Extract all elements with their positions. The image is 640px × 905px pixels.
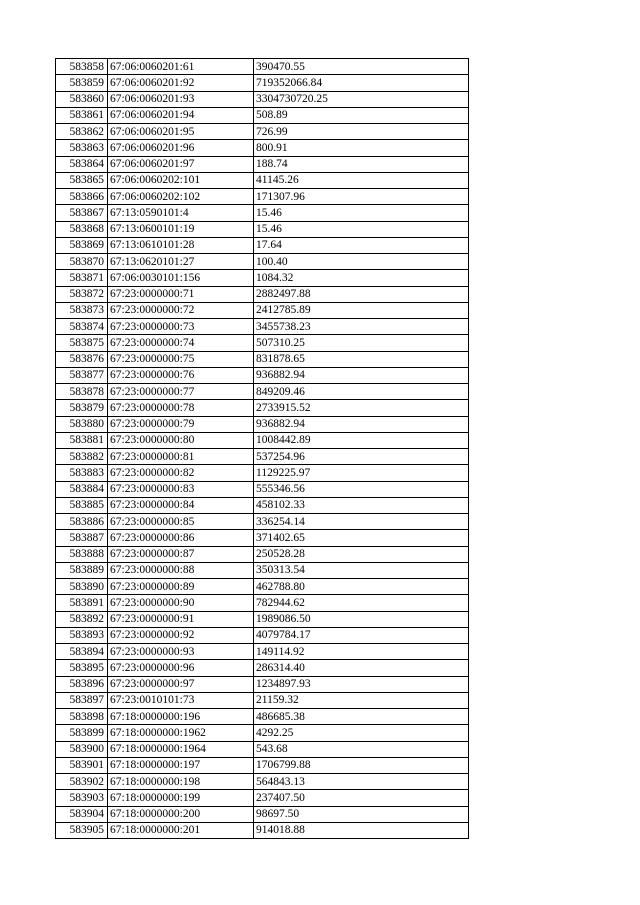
value-cell: 800.91 xyxy=(254,140,469,156)
cadastral-number-cell: 67:06:0060202:102 xyxy=(108,189,254,205)
table-row xyxy=(56,335,469,351)
value-cell: 507310.25 xyxy=(254,335,469,351)
table-row xyxy=(56,790,469,806)
cadastral-number-cell: 67:18:0000000:197 xyxy=(108,757,254,773)
table-row xyxy=(56,172,469,188)
cadastral-value-table xyxy=(55,58,469,839)
row-number-cell: 583905 xyxy=(56,822,108,838)
table-row xyxy=(56,319,469,335)
row-number-cell: 583891 xyxy=(56,595,108,611)
cadastral-number-cell: 67:13:0590101:4 xyxy=(108,205,254,221)
value-cell: 462788.80 xyxy=(254,579,469,595)
table-row xyxy=(56,627,469,643)
cadastral-number-cell: 67:06:0060201:93 xyxy=(108,91,254,107)
row-number-cell: 583865 xyxy=(56,172,108,188)
table-row xyxy=(56,416,469,432)
value-cell: 1129225.97 xyxy=(254,465,469,481)
row-number-cell: 583862 xyxy=(56,124,108,140)
cadastral-number-cell: 67:06:0060202:101 xyxy=(108,172,254,188)
value-cell: 2882497.88 xyxy=(254,286,469,302)
cadastral-number-cell: 67:23:0000000:73 xyxy=(108,319,254,335)
value-cell: 914018.88 xyxy=(254,822,469,838)
cadastral-number-cell: 67:23:0000000:97 xyxy=(108,676,254,692)
value-cell: 15.46 xyxy=(254,221,469,237)
table-row xyxy=(56,189,469,205)
table-row xyxy=(56,579,469,595)
cadastral-number-cell: 67:06:0060201:61 xyxy=(108,59,254,75)
table-row xyxy=(56,465,469,481)
value-cell: 17.64 xyxy=(254,237,469,253)
row-number-cell: 583900 xyxy=(56,741,108,757)
value-cell: 98697.50 xyxy=(254,806,469,822)
row-number-cell: 583881 xyxy=(56,432,108,448)
row-number-cell: 583901 xyxy=(56,757,108,773)
row-number-cell: 583874 xyxy=(56,319,108,335)
row-number-cell: 583895 xyxy=(56,660,108,676)
value-cell: 1234897.93 xyxy=(254,676,469,692)
row-number-cell: 583889 xyxy=(56,562,108,578)
table-row xyxy=(56,351,469,367)
cadastral-number-cell: 67:23:0000000:85 xyxy=(108,514,254,530)
table-row xyxy=(56,806,469,822)
table-row xyxy=(56,75,469,91)
cadastral-number-cell: 67:18:0000000:201 xyxy=(108,822,254,838)
value-cell: 564843.13 xyxy=(254,774,469,790)
value-cell: 458102.33 xyxy=(254,497,469,513)
value-cell: 250528.28 xyxy=(254,546,469,562)
cadastral-number-cell: 67:23:0000000:78 xyxy=(108,400,254,416)
cadastral-number-cell: 67:23:0000000:87 xyxy=(108,546,254,562)
table-row xyxy=(56,140,469,156)
table-row xyxy=(56,400,469,416)
value-cell: 149114.92 xyxy=(254,644,469,660)
table-row xyxy=(56,432,469,448)
cadastral-number-cell: 67:13:0610101:28 xyxy=(108,237,254,253)
row-number-cell: 583892 xyxy=(56,611,108,627)
row-number-cell: 583886 xyxy=(56,514,108,530)
table-body xyxy=(56,59,469,839)
value-cell: 726.99 xyxy=(254,124,469,140)
value-cell: 4079784.17 xyxy=(254,627,469,643)
row-number-cell: 583876 xyxy=(56,351,108,367)
table-row xyxy=(56,481,469,497)
value-cell: 1084.32 xyxy=(254,270,469,286)
value-cell: 171307.96 xyxy=(254,189,469,205)
cadastral-number-cell: 67:23:0000000:84 xyxy=(108,497,254,513)
value-cell: 831878.65 xyxy=(254,351,469,367)
row-number-cell: 583885 xyxy=(56,497,108,513)
value-cell: 555346.56 xyxy=(254,481,469,497)
cadastral-number-cell: 67:23:0000000:72 xyxy=(108,302,254,318)
row-number-cell: 583878 xyxy=(56,384,108,400)
row-number-cell: 583902 xyxy=(56,774,108,790)
value-cell: 486685.38 xyxy=(254,709,469,725)
value-cell: 849209.46 xyxy=(254,384,469,400)
value-cell: 3455738.23 xyxy=(254,319,469,335)
table-row xyxy=(56,822,469,838)
table-row xyxy=(56,595,469,611)
value-cell: 2412785.89 xyxy=(254,302,469,318)
cadastral-number-cell: 67:23:0000000:93 xyxy=(108,644,254,660)
value-cell: 371402.65 xyxy=(254,530,469,546)
value-cell: 936882.94 xyxy=(254,367,469,383)
row-number-cell: 583861 xyxy=(56,107,108,123)
row-number-cell: 583894 xyxy=(56,644,108,660)
row-number-cell: 583883 xyxy=(56,465,108,481)
value-cell: 537254.96 xyxy=(254,449,469,465)
table-row xyxy=(56,774,469,790)
table-row xyxy=(56,757,469,773)
cadastral-number-cell: 67:23:0000000:86 xyxy=(108,530,254,546)
table-row xyxy=(56,660,469,676)
row-number-cell: 583893 xyxy=(56,627,108,643)
cadastral-number-cell: 67:23:0010101:73 xyxy=(108,692,254,708)
row-number-cell: 583890 xyxy=(56,579,108,595)
row-number-cell: 583860 xyxy=(56,91,108,107)
row-number-cell: 583867 xyxy=(56,205,108,221)
cadastral-number-cell: 67:06:0030101:156 xyxy=(108,270,254,286)
row-number-cell: 583887 xyxy=(56,530,108,546)
cadastral-number-cell: 67:23:0000000:88 xyxy=(108,562,254,578)
row-number-cell: 583897 xyxy=(56,692,108,708)
cadastral-number-cell: 67:18:0000000:196 xyxy=(108,709,254,725)
row-number-cell: 583872 xyxy=(56,286,108,302)
cadastral-number-cell: 67:06:0060201:92 xyxy=(108,75,254,91)
cadastral-number-cell: 67:18:0000000:200 xyxy=(108,806,254,822)
row-number-cell: 583888 xyxy=(56,546,108,562)
cadastral-number-cell: 67:23:0000000:90 xyxy=(108,595,254,611)
table-row xyxy=(56,514,469,530)
row-number-cell: 583884 xyxy=(56,481,108,497)
value-cell: 936882.94 xyxy=(254,416,469,432)
cadastral-number-cell: 67:23:0000000:96 xyxy=(108,660,254,676)
table-row xyxy=(56,741,469,757)
row-number-cell: 583903 xyxy=(56,790,108,806)
value-cell: 336254.14 xyxy=(254,514,469,530)
table-row xyxy=(56,59,469,75)
row-number-cell: 583877 xyxy=(56,367,108,383)
cadastral-number-cell: 67:06:0060201:96 xyxy=(108,140,254,156)
value-cell: 1008442.89 xyxy=(254,432,469,448)
value-cell: 2733915.52 xyxy=(254,400,469,416)
table-row xyxy=(56,644,469,660)
value-cell: 41145.26 xyxy=(254,172,469,188)
cadastral-number-cell: 67:06:0060201:97 xyxy=(108,156,254,172)
cadastral-number-cell: 67:23:0000000:75 xyxy=(108,351,254,367)
row-number-cell: 583880 xyxy=(56,416,108,432)
cadastral-number-cell: 67:06:0060201:94 xyxy=(108,107,254,123)
table-row xyxy=(56,676,469,692)
table-row xyxy=(56,237,469,253)
cadastral-number-cell: 67:23:0000000:91 xyxy=(108,611,254,627)
value-cell: 286314.40 xyxy=(254,660,469,676)
value-cell: 543.68 xyxy=(254,741,469,757)
table-row xyxy=(56,725,469,741)
value-cell: 350313.54 xyxy=(254,562,469,578)
row-number-cell: 583868 xyxy=(56,221,108,237)
table-row xyxy=(56,270,469,286)
value-cell: 782944.62 xyxy=(254,595,469,611)
table-row xyxy=(56,562,469,578)
value-cell: 21159.32 xyxy=(254,692,469,708)
row-number-cell: 583858 xyxy=(56,59,108,75)
value-cell: 100.40 xyxy=(254,254,469,270)
cadastral-number-cell: 67:23:0000000:74 xyxy=(108,335,254,351)
row-number-cell: 583869 xyxy=(56,237,108,253)
table-row xyxy=(56,692,469,708)
row-number-cell: 583864 xyxy=(56,156,108,172)
row-number-cell: 583866 xyxy=(56,189,108,205)
table-row xyxy=(56,497,469,513)
value-cell: 508.89 xyxy=(254,107,469,123)
table-row xyxy=(56,254,469,270)
table-row xyxy=(56,449,469,465)
row-number-cell: 583875 xyxy=(56,335,108,351)
cadastral-number-cell: 67:23:0000000:82 xyxy=(108,465,254,481)
cadastral-number-cell: 67:06:0060201:95 xyxy=(108,124,254,140)
table-row xyxy=(56,546,469,562)
cadastral-number-cell: 67:23:0000000:83 xyxy=(108,481,254,497)
table-row xyxy=(56,530,469,546)
value-cell: 390470.55 xyxy=(254,59,469,75)
cadastral-number-cell: 67:23:0000000:77 xyxy=(108,384,254,400)
value-cell: 188.74 xyxy=(254,156,469,172)
cadastral-number-cell: 67:18:0000000:1962 xyxy=(108,725,254,741)
row-number-cell: 583899 xyxy=(56,725,108,741)
row-number-cell: 583863 xyxy=(56,140,108,156)
value-cell: 1989086.50 xyxy=(254,611,469,627)
cadastral-number-cell: 67:23:0000000:89 xyxy=(108,579,254,595)
cadastral-number-cell: 67:23:0000000:71 xyxy=(108,286,254,302)
row-number-cell: 583859 xyxy=(56,75,108,91)
row-number-cell: 583896 xyxy=(56,676,108,692)
value-cell: 3304730720.25 xyxy=(254,91,469,107)
value-cell: 4292.25 xyxy=(254,725,469,741)
cadastral-number-cell: 67:13:0620101:27 xyxy=(108,254,254,270)
row-number-cell: 583873 xyxy=(56,302,108,318)
table-row xyxy=(56,221,469,237)
value-cell: 237407.50 xyxy=(254,790,469,806)
table-row xyxy=(56,611,469,627)
cadastral-number-cell: 67:23:0000000:92 xyxy=(108,627,254,643)
table-row xyxy=(56,302,469,318)
row-number-cell: 583870 xyxy=(56,254,108,270)
cadastral-number-cell: 67:18:0000000:198 xyxy=(108,774,254,790)
table-row xyxy=(56,124,469,140)
value-cell: 1706799.88 xyxy=(254,757,469,773)
value-cell: 15.46 xyxy=(254,205,469,221)
cadastral-number-cell: 67:18:0000000:199 xyxy=(108,790,254,806)
row-number-cell: 583871 xyxy=(56,270,108,286)
cadastral-number-cell: 67:13:0600101:19 xyxy=(108,221,254,237)
row-number-cell: 583898 xyxy=(56,709,108,725)
value-cell: 719352066.84 xyxy=(254,75,469,91)
cadastral-number-cell: 67:23:0000000:76 xyxy=(108,367,254,383)
cadastral-number-cell: 67:23:0000000:81 xyxy=(108,449,254,465)
cadastral-number-cell: 67:18:0000000:1964 xyxy=(108,741,254,757)
row-number-cell: 583904 xyxy=(56,806,108,822)
table-row xyxy=(56,156,469,172)
table-row xyxy=(56,367,469,383)
table-row xyxy=(56,384,469,400)
table-row xyxy=(56,107,469,123)
row-number-cell: 583882 xyxy=(56,449,108,465)
cadastral-number-cell: 67:23:0000000:79 xyxy=(108,416,254,432)
table-row xyxy=(56,286,469,302)
row-number-cell: 583879 xyxy=(56,400,108,416)
table-row xyxy=(56,709,469,725)
cadastral-number-cell: 67:23:0000000:80 xyxy=(108,432,254,448)
table-row xyxy=(56,91,469,107)
table-row xyxy=(56,205,469,221)
